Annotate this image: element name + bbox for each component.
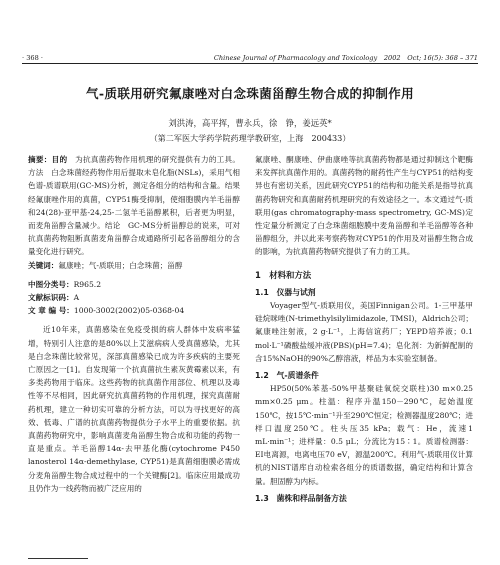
header-rule: [22, 63, 478, 64]
meta-value: A: [73, 293, 80, 303]
journal-citation: Chinese Journal of Pharmacology and Toxicology 2002 Oct; 16(5): 368 – 371: [213, 54, 478, 62]
author-list: 刘洪涛，高平挥，曹永兵，徐 铮，姜远英*: [168, 118, 332, 128]
meta-value: 1000-3002(2002)05-0368-04: [73, 306, 185, 316]
running-header: [22, 50, 478, 62]
meta-label: 文献标识码：: [28, 293, 74, 303]
meta-line: [28, 304, 240, 317]
keywords: [28, 259, 240, 272]
abstract-label: 摘要：目的: [28, 155, 68, 164]
meta-label: 文 章 编 号：: [28, 306, 74, 316]
methods-paragraph: HP50(50%苯基-50%甲基聚硅氧烷交联柱)30 m×0.25 mm×0.25 μm。柱温：程序升温150－290℃，起始温度150℃，按15℃·min⁻¹升至290℃恒定；检测器温度280℃；进样口温度250℃。柱头压35 kPa；载气：He，流速1 mL·min⁻¹；进样量：0.5 μL；分流比为15∶1。质谱检测器：EI电离源，电离电压70 eV，源温200℃。利用气-质联用仪计算机的NIST谱库自动检索各组分的质谱数据，确定结构和计算含量。胆固醇为内标。: [255, 384, 473, 486]
methods-paragraph: Voyager型气-质联用仪，美国Finnigan公司。1-三甲基甲硅烷咪唑(N-trimethylsilylimidazole, TMSI)，Aldrich公司；氟康唑注射液，2 g·L⁻¹，上海信谊药厂；YEPD培养液；0.1 mol·L⁻¹磷酸盐缓冲液(PBS)(pH=7.4)；皂化剂：为新鲜配制的含15%NaOH的90%乙醇溶液，样品为本实验室制备。: [255, 301, 473, 363]
intro-continuation: 氟康唑、酮康唑、伊曲康唑等抗真菌药物都是通过抑制这个靶酶来发挥抗真菌作用的。真菌药物的耐药性产生与CYP51的结构变异也有密切关系，因此研究CYP51的结构和功能关系是指导抗真菌药物研究和真菌耐药机理研究的有效途径之一。本文通过气-质联用(gas chromatography-mass spectrometry, GC-MS)定性定量分析测定了白念珠菌细胞膜中麦角甾醇和羊毛甾醇等各种甾醇组分，并以此来考察药物对CYP51的作用及对甾醇生物合成的影响，为抗真菌药物研究提供了有力的工具。: [255, 155, 473, 257]
section-heading: 1 材料和方法: [255, 269, 312, 280]
meta-value: R965.2: [73, 279, 102, 289]
meta-label: 中图分类号：: [28, 279, 74, 289]
keywords-label: 关键词：: [28, 260, 59, 270]
footnote-rule: [28, 558, 88, 559]
left-column: [28, 153, 248, 495]
right-column: [255, 153, 473, 505]
abstract-text: 为抗真菌药物作用机理的研究提供有力的工具。方法 白念珠菌经药物作用后提取未皂化脂(NSLs)，采用气相色谱-质谱联用(GC-MS)分析，测定各组分的结构和含量。结果 经氟康唑作用的真菌，CYP51酶受抑制，使细胞膜内羊毛甾醇和24(28)-亚甲基-24,25-二氢羊毛甾醇累积，后者更为明显，而麦角甾醇含量减少。结论 GC-MS分析甾醇总的说来，可对抗真菌药物阻断真菌麦角甾醇合成通路所引起各甾醇组分的含量变化进行研究。: [28, 155, 248, 257]
subsection-heading: 1.3 菌株和样品制备方法: [255, 493, 347, 503]
affiliation: （第二军医大学药学院药理学教研室，上海 200433）: [149, 133, 351, 143]
meta-line: [28, 291, 240, 304]
subsection-heading: 1.2 气-质谱条件: [255, 371, 319, 381]
page-number: · 368 ·: [22, 54, 43, 62]
keywords-text: 氟康唑；气-质联用；白念珠菌；甾醇: [58, 260, 183, 270]
subsection-heading: 1.1 仪器与试剂: [255, 287, 316, 297]
article-title: 气-质联用研究氟康唑对白念珠菌甾醇生物合成的抑制作用: [85, 86, 415, 101]
article-metadata: [28, 278, 240, 318]
meta-line: [28, 278, 240, 291]
intro-paragraph: 近10年来，真菌感染在免疫受损的病人群体中发病率猛增，特别引人注意的是80%以上艾滋病病人受真菌感染，尤其是白念珠菌比较常见，深部真菌感染已成为许多疾病的主要死亡原因之一[1]。自发现第一个抗真菌抗生素灰黄霉素以来，有多类药物用于临床。这些药物的抗真菌作用部位、机理以及毒性等不尽相同，因此研究抗真菌药物的作用机理，探究真菌耐药机理，建立一种切实可靠的分析方法，可以为寻找更好的高效、低毒、广谱的抗真菌药物提供分子水平上的重要依据。抗真菌药物研究中，影响真菌麦角甾醇生物合成和功能的药物一直是重点。羊毛甾醇14α-去甲基化酶(cytochrome P450 lanosterol 14α-demethylase, CYP51)是真菌细胞膜必需成分麦角甾醇生物合成过程中的一个关键酶[2]。临床应用最成功且仍作为一线药物而被广泛应用的: [28, 325, 240, 493]
abstract: [28, 153, 248, 259]
